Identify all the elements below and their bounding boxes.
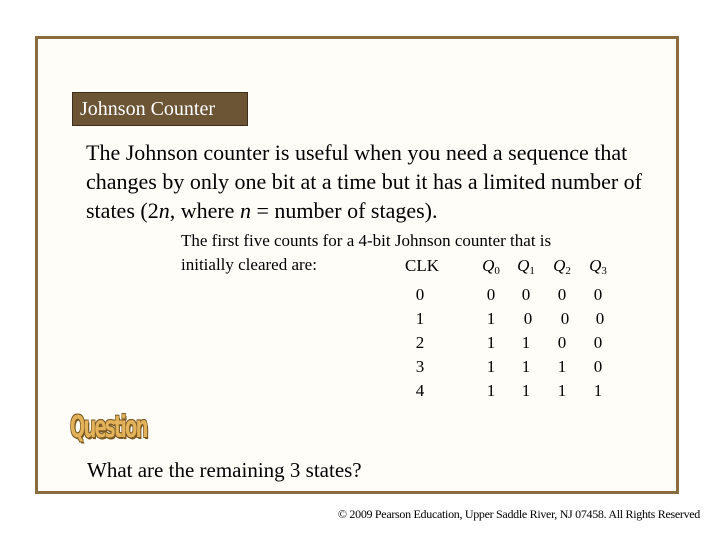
q2-header: $Q_2$ [553,256,571,277]
clk-cell: 2 [415,333,425,352]
q2-cell: 1 [557,381,567,400]
q1-cell: 0 [521,285,531,304]
q2-cell: 0 [557,333,567,352]
q0-header: $Q_0$ [482,256,500,277]
q1-cell: 1 [521,333,531,352]
clk-cell: 0 [415,285,425,304]
intro-var-n: n [158,198,170,223]
copyright-notice: © 2009 Pearson Education, Upper Saddle River, NJ 07458. All Rights Reserved [337,507,700,521]
clk-cell: 3 [415,357,425,376]
q2-cell: 1 [557,357,567,376]
q0-cell: 1 [486,333,496,352]
q2-cell: 0 [557,285,567,304]
question-graphic: Question [70,410,147,445]
q3-cell: 0 [593,357,603,376]
q0-cell: 1 [486,381,496,400]
intro-text-3: = number of stages). [250,198,438,223]
q1-cell: 1 [521,381,531,400]
q3-cell: 0 [593,285,603,304]
q3-header: $Q_3$ [589,256,607,277]
intro-text-2: , where [169,198,240,223]
slide-title: Johnson Counter [72,92,248,126]
intro-var-n-2: n [239,198,251,223]
q0-cell: 1 [486,309,496,328]
note-line-1: The first five counts for a 4-bit Johnson counter that is [181,231,552,250]
clk-cell: 1 [415,309,425,328]
q1-cell: 0 [523,309,533,328]
intro-paragraph [86,138,666,225]
q1-cell: 1 [521,357,531,376]
intro-text-1: The Johnson counter is useful when you need a sequence that changes by only one bit at a time but it has a limited number of states (2 [86,140,642,223]
question-text: What are the remaining 3 states? [87,458,362,482]
note-line-2: initially cleared are: [181,255,317,274]
q3-cell: 0 [595,309,605,328]
q2-cell: 0 [560,309,570,328]
clk-cell: 4 [415,381,425,400]
q0-cell: 1 [486,357,496,376]
q0-cell: 0 [486,285,496,304]
q3-cell: 0 [593,333,603,352]
q1-header: $Q_1$ [517,256,535,277]
q3-cell: 1 [593,381,603,400]
clk-header: CLK [405,256,439,275]
